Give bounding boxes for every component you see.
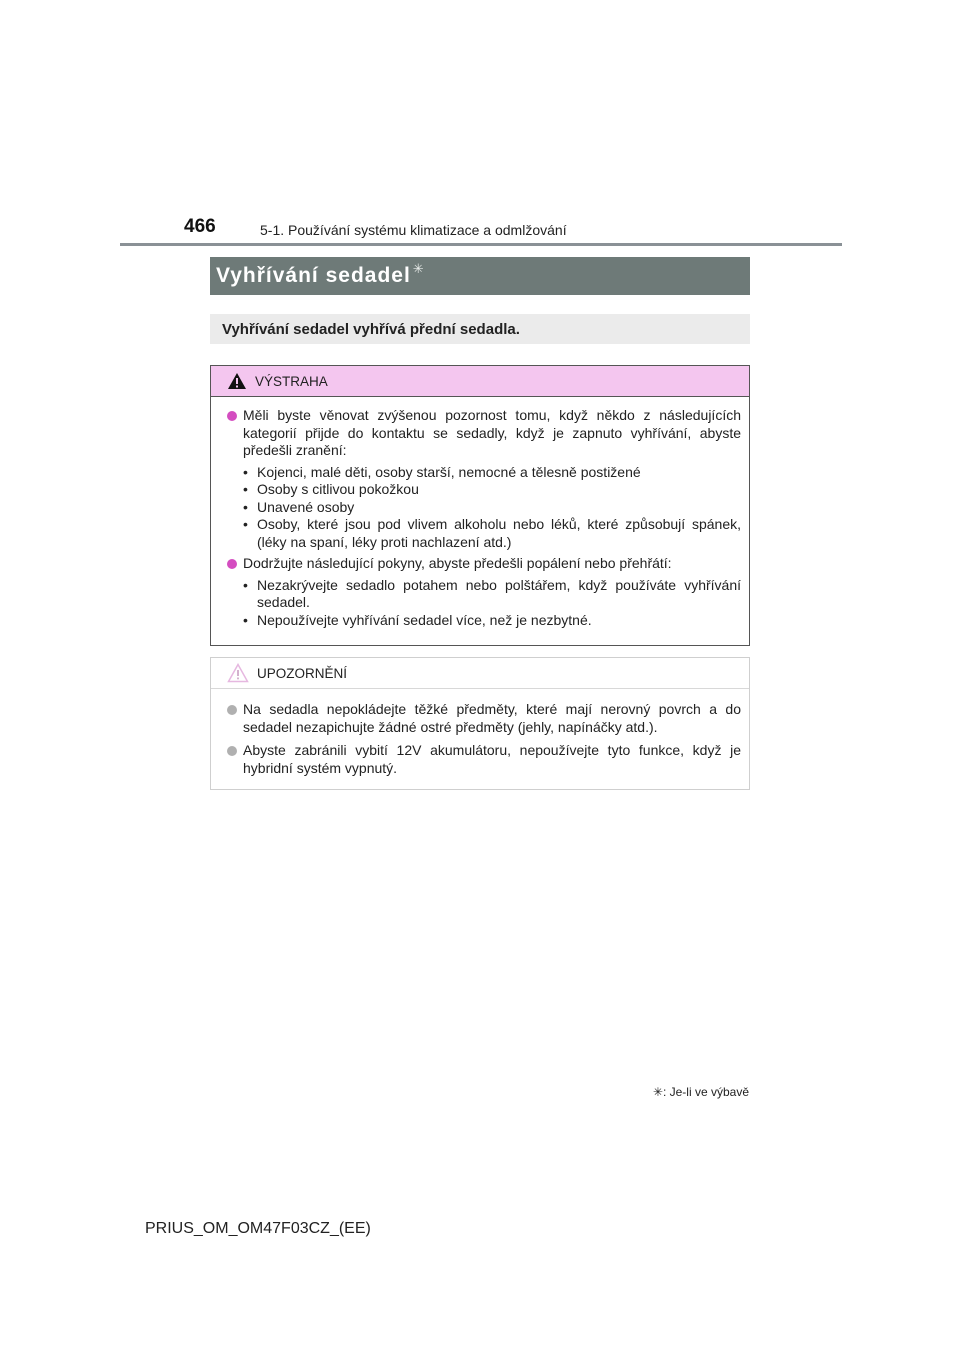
warning-item: Měli byste věnovat zvýšenou pozornost tomu, když někdo z následujících kategorií přijde do kontaktu se sedadly, když je zapnuto vyhřívání, abyste předešli zranění: [225,407,741,460]
notice-item: Na sedadla nepokládejte těžké předměty, které mají nerovný povrch a do sedadel nezapichujte žádné ostré předměty (jehly, napínáčky atd.). [225,701,741,736]
warning-subitem: • Nepoužívejte vyhřívání sedadel více, než je nezbytné. [225,612,741,630]
warning-box [210,365,750,646]
warning-subitem: • Nezakrývejte sedadlo potahem nebo polštářem, když používáte vyhřívání sedadel. [225,577,741,612]
warning-triangle-icon [227,372,247,390]
warning-subitem: • Unavené osoby [225,499,741,517]
notice-body [211,689,749,777]
document-code: PRIUS_OM_OM47F03CZ_(EE) [145,1220,371,1237]
header-divider [120,243,842,246]
page-title: Vyhřívání sedadel [216,264,411,287]
intro-summary: Vyhřívání sedadel vyhřívá přední sedadla. [210,314,750,344]
notice-box [210,657,750,790]
warning-subitem: • Osoby s citlivou pokožkou [225,481,741,499]
warning-body [211,397,749,629]
notice-header [211,658,749,689]
notice-item: Abyste zabránili vybití 12V akumulátoru, nepoužívejte tyto funkce, když je hybridní systém vypnutý. [225,742,741,777]
caution-triangle-icon [227,663,249,683]
footnote [632,1085,749,1099]
warning-subitem: • Osoby, které jsou pod vlivem alkoholu nebo léků, které způsobují spánek, (léky na spaní, léky proti nachlazení atd.) [225,516,741,551]
warning-label: VÝSTRAHA [255,373,328,389]
warning-sublist [225,577,741,630]
page-title-bar [210,257,750,295]
footnote-text: : Je-li ve výbavě [662,1085,749,1099]
optional-equipment-marker: ✳ [412,261,424,276]
warning-header [211,366,749,397]
footnote-marker: ✳ [652,1085,663,1099]
section-header: 5-1. Používání systému klimatizace a odmlžování [260,222,567,238]
warning-item: Dodržujte následující pokyny, abyste předešli popálení nebo přehřátí: [225,555,741,573]
warning-sublist [225,464,741,552]
page-number: 466 [184,216,216,237]
warning-subitem: • Kojenci, malé děti, osoby starší, nemocné a tělesně postižené [225,464,741,482]
notice-label: UPOZORNĚNÍ [257,665,348,681]
